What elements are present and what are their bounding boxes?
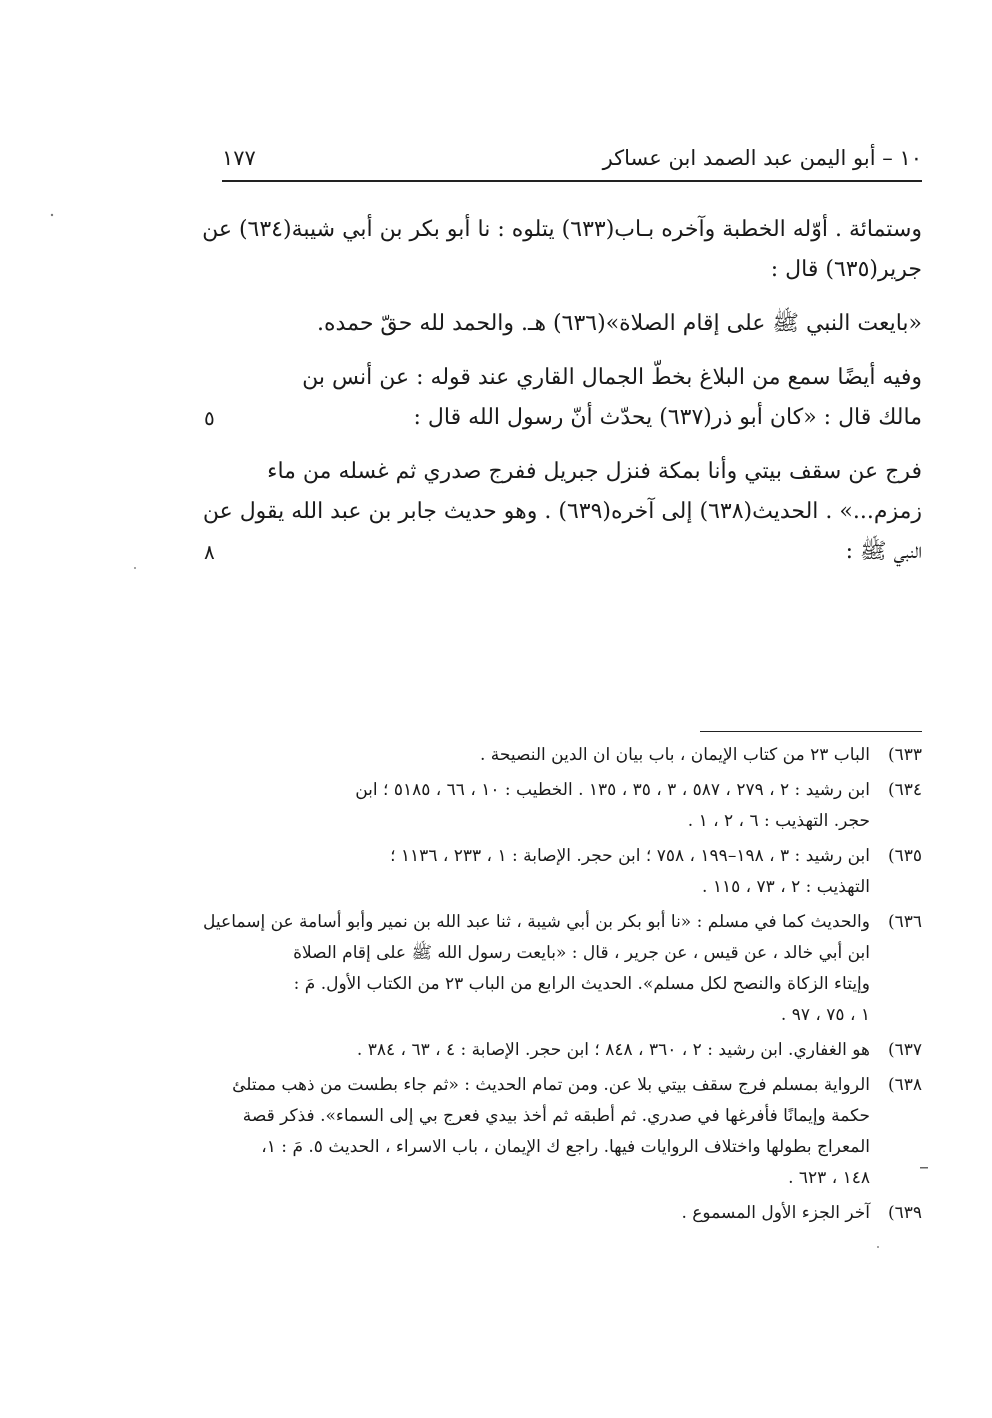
footnote-line: ١ ، ٧٥ ، ٩٧ . (780, 1005, 870, 1025)
footnote-line: حجر. التهذيب : ٦ ، ٢ ، ١ . (687, 811, 870, 831)
footnote-line: ابن رشيد : ٣ ، ١٩٨–١٩٩ ، ٧٥٨ ؛ ابن حجر. الإصابة : ١ ، ٢٣٣ ، ١١٣٦ ؛ (390, 846, 870, 866)
footnote-line: الباب ٢٣ من كتاب الإيمان ، باب بيان ان الدين النصيحة . (479, 745, 870, 765)
text-line: مالك قال : «كان أبو ذر(٦٣٧) يحدّث أنّ رسول الله قال : (413, 405, 922, 430)
text-line: وستمائة . أوّله الخطبة وآخره بـاب(٦٣٣) يتلوه : نا أبو بكر بن أبي شيبة(٦٣٤) عن (202, 217, 922, 242)
footnote-line: حكمة وإيمانًا فأفرغها في صدري. ثم أطبقه ثم أخذ بيدي فعرج بي إلى السماء». فذكر قصة (242, 1106, 870, 1126)
text-line: «بايعت النبي ﷺ على إقام الصلاة»(٦٣٦) هـ. والحمد لله حقّ حمده. (317, 311, 922, 336)
footnote-line: آخر الجزء الأول المسموع . (681, 1203, 870, 1223)
text-line: وفيه أيضًا سمع من البلاغ بخطّ الجمال القاري عند قوله : عن أنس بن (302, 365, 922, 390)
footnote-line: ابن رشيد : ٢ ، ٢٧٩ ، ٥٨٧ ، ٣ ، ٣٥ ، ١٣٥ . الخطيب : ١٠ ، ٦٦ ، ٥١٨٥ ؛ ابن (355, 780, 870, 800)
speck (51, 214, 53, 216)
footnote-number: ٦٣٩) (887, 1203, 922, 1223)
footnote-number: ٦٣٨) (887, 1075, 922, 1095)
footnote-line: وإيتاء الزكاة والنصح لكل مسلم». الحديث الرابع من الباب ٢٣ من الكتاب الأول. مَ : (293, 974, 870, 994)
footnote-number: ٦٣٧) (887, 1040, 922, 1060)
speck (920, 1167, 928, 1169)
footnote-line: ابن أبي خالد ، عن قيس ، عن جرير ، قال : «بايعت رسول الله ﷺ على إقام الصلاة (293, 943, 870, 963)
line-number-5: ٥ (204, 406, 215, 430)
speck (877, 1246, 879, 1248)
footnote-number: ٦٣٤) (887, 780, 922, 800)
text-line: زمزم...» . الحديث(٦٣٨) إلى آخره(٦٣٩) . وهو حديث جابر بن عبد الله يقول عن (202, 499, 922, 524)
footnote-number: ٦٣٣) (887, 745, 922, 765)
footnote-line: الرواية بمسلم فرج سقف بيتي بلا عن. ومن تمام الحديث : «ثم جاء بطست من ذهب ممتلئ (232, 1075, 870, 1095)
page-number: ١٧٧ (222, 146, 256, 170)
line-number-8: ٨ (204, 540, 215, 564)
text-line: جرير(٦٣٥) قال : (770, 257, 922, 282)
text-line: النبي ﷺ : (845, 539, 922, 564)
footnote-line: التهذيب : ٢ ، ٧٣ ، ١١٥ . (702, 877, 870, 897)
footnote-line: المعراج بطولها واختلاف الروايات فيها. راجع ك الإيمان ، باب الاسراء ، الحديث ٥. مَ : ١، (261, 1137, 870, 1157)
footnote-number: ٦٣٦) (887, 912, 922, 932)
speck (134, 567, 136, 569)
footnote-line: ١٤٨ ، ٦٢٣ . (788, 1168, 870, 1188)
footnote-line: والحديث كما في مسلم : «نا أبو بكر بن أبي شيبة ، ثنا عبد الله بن نمير وأبو أسامة عن إسماعيل (203, 912, 870, 932)
text-line: فرج عن سقف بيتي وأنا بمكة فنزل جبريل ففرج صدري ثم غسله من ماء (267, 459, 922, 484)
footnote-number: ٦٣٥) (887, 846, 922, 866)
running-title: ١٠ – أبو اليمن عبد الصمد ابن عساكر (602, 146, 922, 170)
footnote-line: هو الغفاري. ابن رشيد : ٢ ، ٣٦٠ ، ٨٤٨ ؛ ابن حجر. الإصابة : ٤ ، ٦٣ ، ٣٨٤ . (356, 1040, 870, 1060)
